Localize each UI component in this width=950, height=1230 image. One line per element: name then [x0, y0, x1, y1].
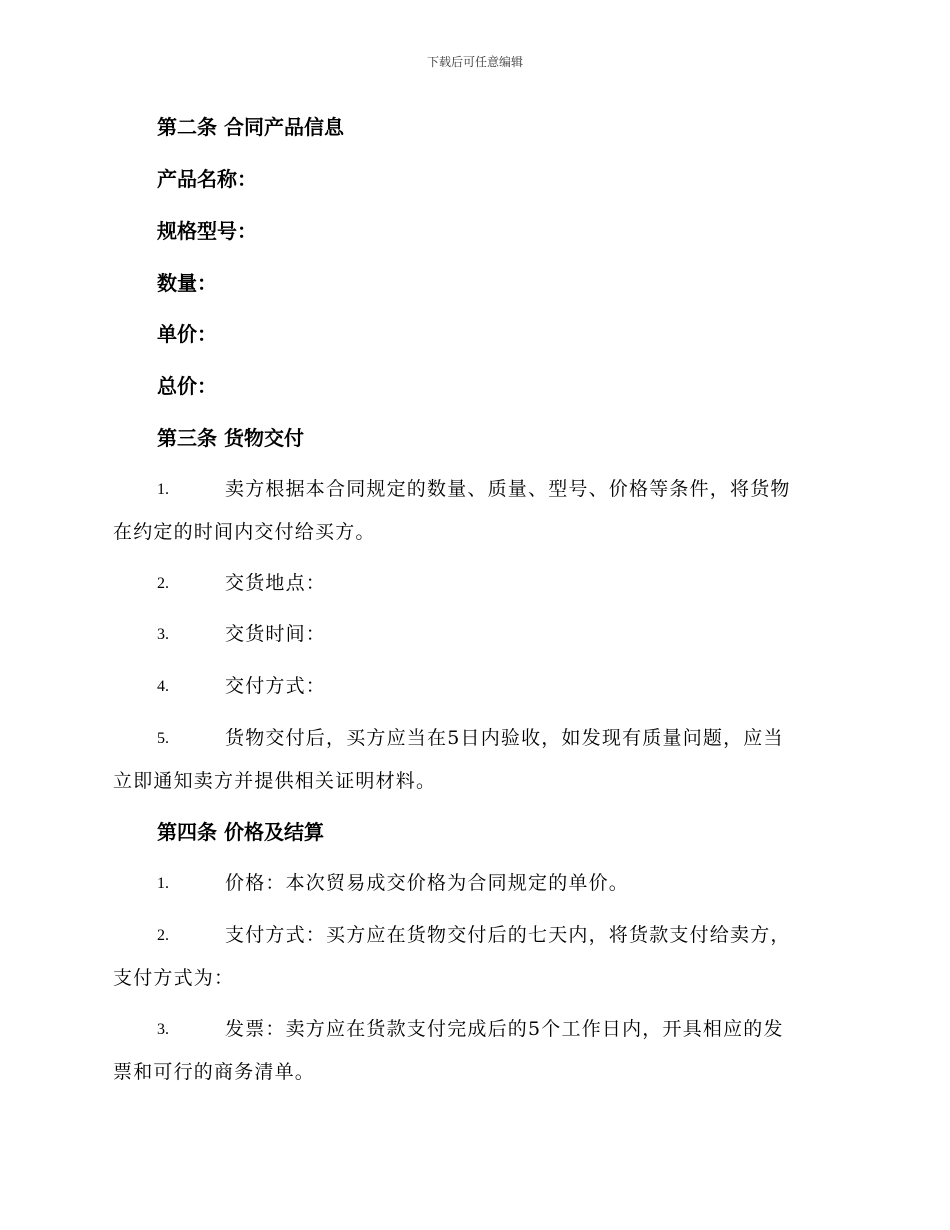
list-item-text: 交货时间：	[225, 623, 327, 645]
field-spec-model: 规格型号：	[157, 219, 257, 243]
list-item-number: 2.	[157, 575, 169, 592]
list-item-text: 支付方式：买方应在货物交付后的七天内，将货款支付给卖方，	[225, 924, 791, 946]
section2-title: 第二条 合同产品信息	[157, 115, 344, 139]
field-quantity: 数量：	[157, 271, 217, 295]
list-item-continuation: 立即通知卖方并提供相关证明材料。	[113, 770, 437, 792]
list-item-text: 价格：本次贸易成交价格为合同规定的单价。	[225, 872, 630, 894]
list-item-text: 交货地点：	[225, 572, 327, 594]
list-item-number: 5.	[157, 730, 169, 747]
list-item-number: 3.	[157, 626, 169, 643]
list-item-text: 卖方根据本合同规定的数量、质量、型号、价格等条件，将货物	[225, 478, 791, 500]
list-item-text: 发票：卖方应在货款支付完成后的5个工作日内，开具相应的发	[225, 1018, 784, 1040]
list-item-number: 2.	[157, 927, 169, 944]
field-unit-price: 单价：	[157, 322, 217, 346]
list-item-text: 货物交付后，买方应当在5日内验收，如发现有质量问题，应当	[225, 727, 784, 749]
section4-title: 第四条 价格及结算	[157, 820, 324, 844]
list-item-number: 3.	[157, 1021, 169, 1038]
list-item-number: 4.	[157, 678, 169, 695]
list-item-continuation: 在约定的时间内交付给买方。	[113, 521, 376, 543]
field-total-price: 总价：	[157, 374, 217, 398]
list-item-continuation: 支付方式为：	[113, 967, 235, 989]
list-item-number: 1.	[157, 875, 169, 892]
field-product-name: 产品名称：	[157, 167, 257, 191]
section3-title: 第三条 货物交付	[157, 426, 304, 450]
list-item-continuation: 票和可行的商务清单。	[113, 1061, 316, 1083]
list-item-text: 交付方式：	[225, 675, 327, 697]
list-item-number: 1.	[157, 481, 169, 498]
page-header: 下载后可任意编辑	[426, 55, 523, 69]
